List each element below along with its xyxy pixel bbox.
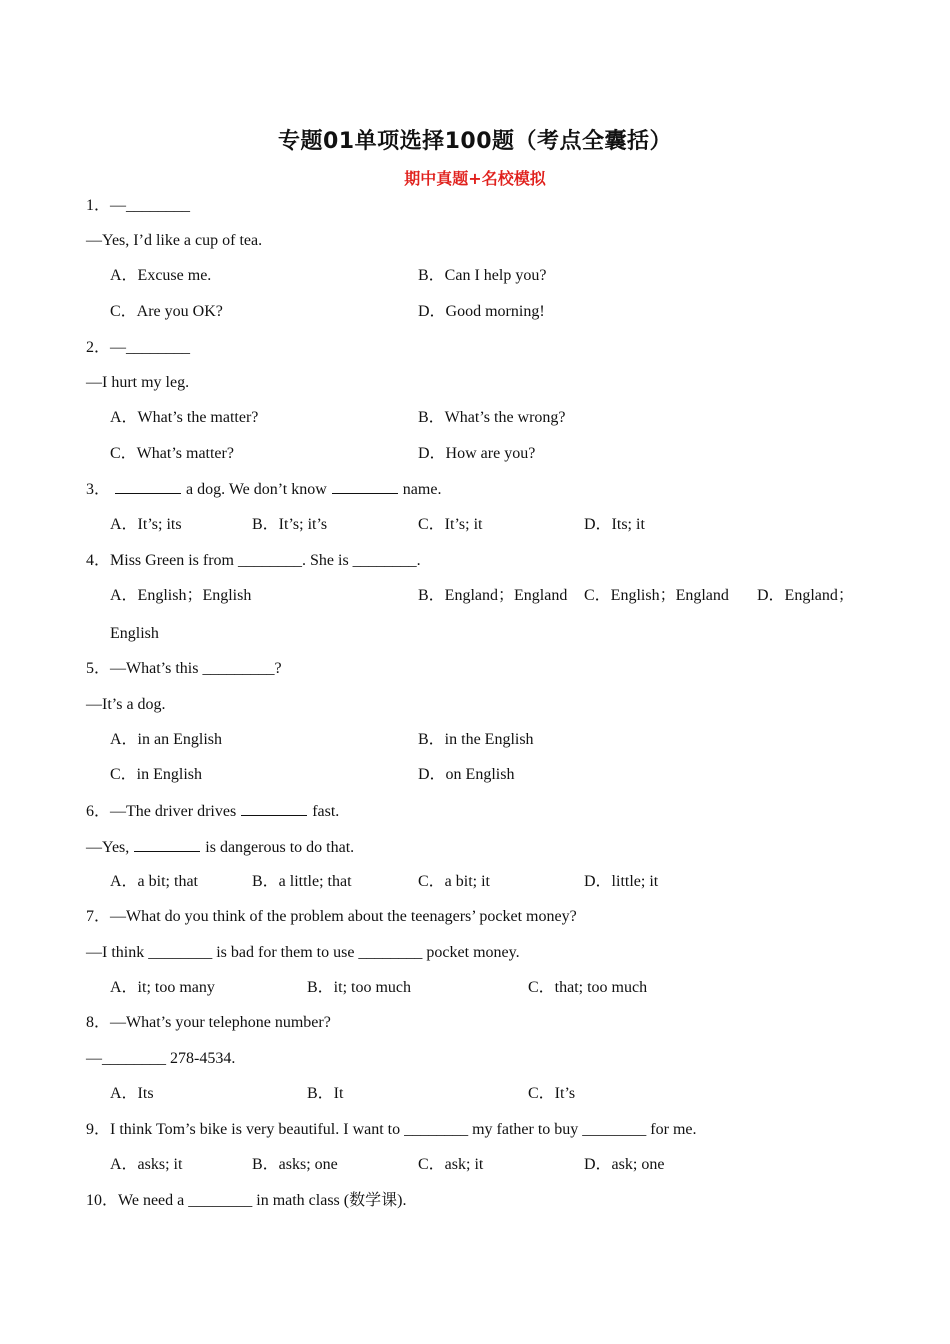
question-9-option-c[interactable]: C．ask; it — [418, 1156, 484, 1173]
question-1-option-b[interactable]: B．Can I help you? — [418, 267, 547, 284]
question-1-stem: 1．—________ — [86, 197, 191, 214]
question-2-option-b[interactable]: B．What’s the wrong? — [418, 409, 566, 426]
blank-underline — [115, 479, 181, 494]
question-8-option-b[interactable]: B．It — [307, 1085, 344, 1102]
question-7-stem: 7．—What do you think of the problem about the teenagers’ pocket money? — [86, 908, 577, 925]
question-9-option-b[interactable]: B．asks; one — [252, 1156, 338, 1173]
question-2-answer-line: —I hurt my leg. — [86, 374, 190, 391]
page-subtitle: 期中真题+名校模拟 — [404, 169, 546, 188]
blank-underline — [241, 801, 307, 816]
question-6-option-a[interactable]: A．a bit; that — [110, 873, 198, 890]
question-4-option-c[interactable]: C．English；England — [584, 587, 729, 604]
question-6-option-b[interactable]: B．a little; that — [252, 873, 352, 890]
question-5-option-c[interactable]: C．in English — [110, 766, 203, 783]
question-4-option-a[interactable]: A．English；English — [110, 587, 252, 604]
question-3-option-b[interactable]: B．It’s; it’s — [252, 516, 328, 533]
question-3-option-a[interactable]: A．It’s; its — [110, 516, 182, 533]
question-6-option-d[interactable]: D．little; it — [584, 873, 659, 890]
question-10-stem: 10．We need a ________ in math class (数学课). — [86, 1192, 407, 1209]
question-4-option-d[interactable]: D．England； — [757, 587, 854, 604]
question-5-option-a[interactable]: A．in an English — [110, 731, 222, 748]
question-5-answer-line: —It’s a dog. — [86, 696, 166, 713]
question-8-stem: 8．—What’s your telephone number? — [86, 1014, 331, 1031]
question-9-option-d[interactable]: D．ask; one — [584, 1156, 665, 1173]
question-7-option-c[interactable]: C．that; too much — [528, 979, 648, 996]
question-4-option-b[interactable]: B．England；England — [418, 587, 568, 604]
question-5-option-d[interactable]: D．on English — [418, 766, 515, 783]
question-7-option-b[interactable]: B．it; too much — [307, 979, 412, 996]
question-7-option-a[interactable]: A．it; too many — [110, 979, 215, 996]
question-1-option-c[interactable]: C．Are you OK? — [110, 303, 223, 320]
question-2-option-a[interactable]: A．What’s the matter? — [110, 409, 259, 426]
question-8-answer-line: —________ 278-4534. — [86, 1050, 236, 1067]
question-6-stem: 6．—The driver drives fast. — [86, 803, 340, 820]
blank-underline — [332, 479, 398, 494]
page-title: 专题01单项选择100题（考点全囊括） — [277, 129, 673, 154]
question-1-answer-line: —Yes, I’d like a cup of tea. — [86, 232, 263, 249]
question-3-option-d[interactable]: D．Its; it — [584, 516, 645, 533]
question-8-option-c[interactable]: C．It’s — [528, 1085, 576, 1102]
question-2-stem: 2．—________ — [86, 339, 191, 356]
question-7-answer-line: —I think ________ is bad for them to use ________ pocket money. — [86, 944, 520, 961]
question-8-option-a[interactable]: A．Its — [110, 1085, 154, 1102]
question-5-option-b[interactable]: B．in the English — [418, 731, 534, 748]
question-3-option-c[interactable]: C．It’s; it — [418, 516, 483, 533]
question-6-option-c[interactable]: C．a bit; it — [418, 873, 491, 890]
question-2-option-c[interactable]: C．What’s matter? — [110, 445, 234, 462]
question-1-option-a[interactable]: A．Excuse me. — [110, 267, 212, 284]
blank-underline — [134, 837, 200, 852]
question-5-stem: 5．—What’s this _________? — [86, 660, 282, 677]
question-3-stem: 3． a dog. We don’t know name. — [86, 481, 442, 498]
question-4-option-d-continued: English — [110, 625, 159, 642]
question-1-option-d[interactable]: D．Good morning! — [418, 303, 545, 320]
question-4-stem: 4．Miss Green is from ________. She is ________. — [86, 552, 421, 569]
question-6-answer-line: —Yes, is dangerous to do that. — [86, 839, 355, 856]
question-9-stem: 9．I think Tom’s bike is very beautiful. I want to ________ my father to buy ________ for me. — [86, 1121, 697, 1138]
question-9-option-a[interactable]: A．asks; it — [110, 1156, 183, 1173]
question-2-option-d[interactable]: D．How are you? — [418, 445, 536, 462]
